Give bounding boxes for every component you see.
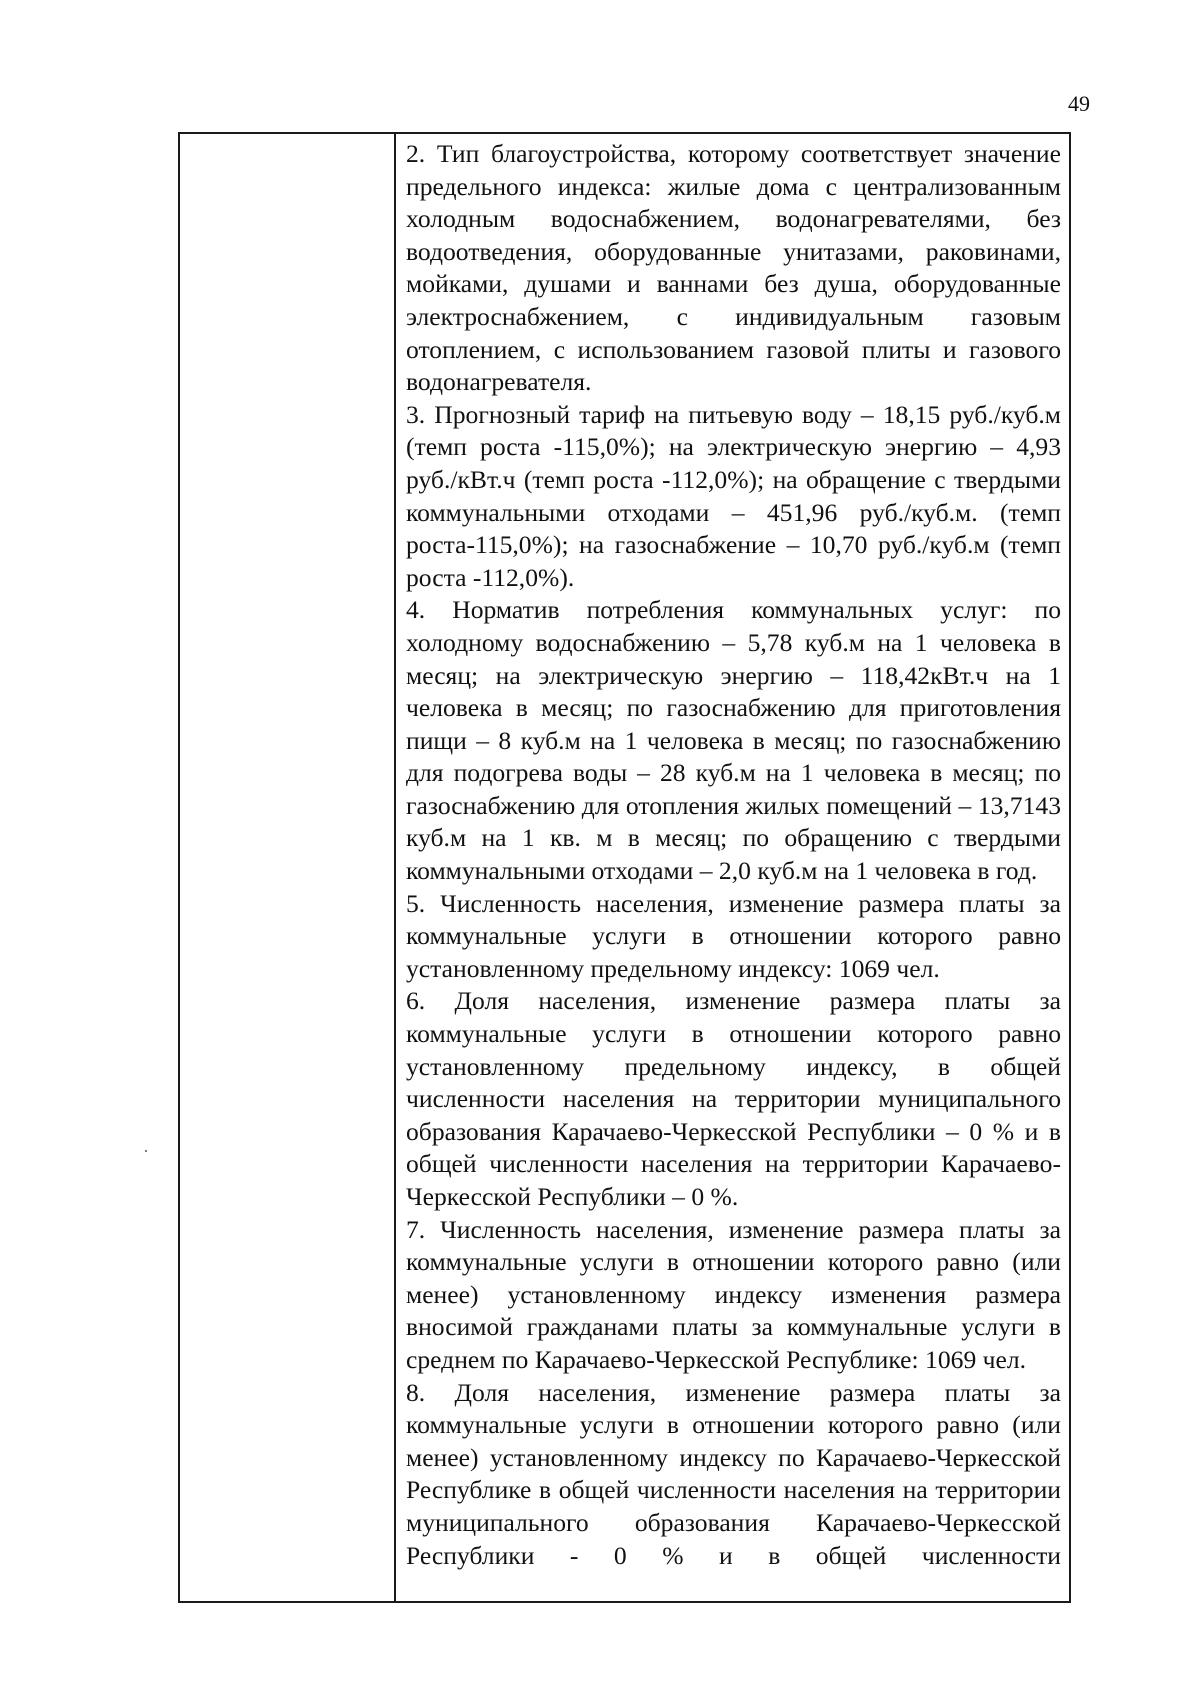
paragraph-3-forecast-tariffs: 3. Прогнозный тариф на питьевую воду – 18,15 руб./куб.м (темп роста -115,0%); на электрическую энергию – 4,93 руб./кВт.ч (темп роста -112,0%); на обращение с твердыми коммунальными отходами – 451,96 руб./куб.м. (темп роста-115,0%); на газоснабжение – 10,70 руб./куб.м (темп роста -112,0%). <box>406 399 1061 592</box>
paragraph-4-consumption-norms: 4. Норматив потребления коммунальных услуг: по холодному водоснабжению – 5,78 куб.м на 1 человека в месяц; на электрическую энергию – 118,42кВт.ч на 1 человека в месяц; по газоснабжению для приготовления пищи – 8 куб.м на 1 человека в месяц; по газоснабжению для подогрева воды – 28 куб.м на 1 человека в месяц; по газоснабжению для отопления жилых помещений – 13,7143 куб.м на 1 кв. м в месяц; по обращению с твердыми коммунальными отходами – 2,0 куб.м на 1 человека в год. <box>406 595 1061 886</box>
table-left-cell <box>180 134 396 1601</box>
paragraph-8-population-share-average: 8. Доля населения, изменение размера платы за коммунальные услуги в отношении которого равно (или менее) установленному индексу по Карачаево-Черкесской Республике в общей численности населения на территории муниципального образования Карачаево-Черкесской Республики - 0 % и в общей численности <box>406 1377 1061 1570</box>
page-number: 49 <box>1068 91 1090 116</box>
paragraph-5-population-count: 5. Численность населения, изменение размера платы за коммунальные услуги в отношении которого равно установленному предельному индексу: 1069 чел. <box>406 888 1061 983</box>
paragraph-7-population-count-average: 7. Численность населения, изменение размера платы за коммунальные услуги в отношении которого равно (или менее) установленному индексу изменения размера вносимой гражданами платы за коммунальные услуги в среднем по Карачаево-Черкесской Республике: 1069 чел. <box>406 1214 1061 1374</box>
paragraph-2-improvement-type: 2. Тип благоустройства, которому соответствует значение предельного индекса: жилые дома с централизованным холодным водоснабжением, водонагревателями, без водоотведения, оборудованные унитазами, раковинами, мойками, душами и ваннами без душа, оборудованные электроснабжением, с индивидуальным газовым отоплением, с использованием газовой плиты и газового водонагревателя. <box>406 139 1061 397</box>
paragraph-6-population-share: 6. Доля населения, изменение размера платы за коммунальные услуги в отношении которого равно установленному предельному индексу, в общей численности населения на территории муниципального образования Карачаево-Черкесской Республики – 0 % и в общей численности населения на территории Карачаево-Черкесской Республики – 0 %. <box>406 986 1061 1211</box>
table-right-cell <box>396 134 1069 1601</box>
scan-speck <box>145 1150 147 1152</box>
document-table <box>178 132 1071 1603</box>
